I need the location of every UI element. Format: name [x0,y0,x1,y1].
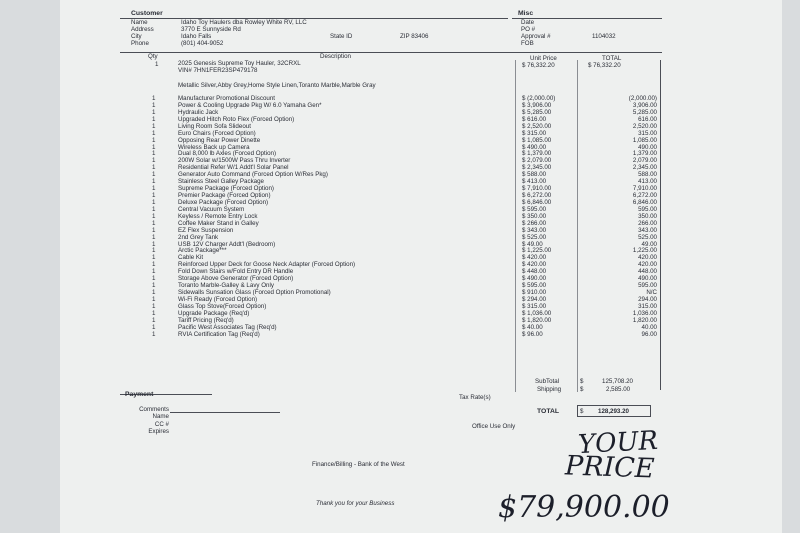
line-item-total: 448.00 [638,268,657,276]
misc-label-1: PO # [521,26,536,33]
misc-label-0: Date [521,19,535,26]
line-item-qty: 1 [152,309,156,317]
line-item-description: Living Room Sofa Slideout [178,122,251,130]
handwritten-amount: $79,900.00 [498,490,670,525]
line-item-description: Residential Refer W/1 Addt'l Solar Panel [178,164,289,172]
line-item-total: 413.00 [638,178,657,186]
misc-heading: Misc [518,10,534,17]
line-item-qty: 1 [152,95,156,102]
line-item-description: USB 12V Charger Addt'l (Bedroom) [178,240,276,248]
unit-price-header: Unit Price [530,55,557,62]
line-item-qty: 1 [152,233,156,241]
line-item-qty: 1 [152,205,156,213]
customer-label-2: City [131,33,142,40]
total-value: 128,293.20 [598,408,629,415]
line-item-qty: 1 [152,108,156,116]
total-currency: $ [580,408,584,415]
line-item-description: EZ Flex Suspension [178,226,234,234]
line-item-description: Hydraulic Jack [178,108,219,116]
subtotal-value: 125,708.20 [602,378,633,385]
line-item-total: 490.00 [638,143,657,151]
approval-value: 1104032 [592,33,616,40]
line-item-qty: 1 [152,178,156,186]
line-item-description: Wi-Fi Ready (Forced Option) [178,295,258,303]
line-item-unit-price: $ 2,520.00 [522,122,552,130]
line-item-total: 294.00 [638,295,657,303]
line-item-description: Coffee Maker Stand in Galley [178,219,259,227]
line-item-unit-price: $ 1,379.00 [522,150,552,158]
line-item-description: Generator Auto Command (Forced Option W/Res Pkg) [178,171,328,179]
vehicle-unit-price: $ 76,332.20 [522,62,555,69]
line-item-unit-price: $ 294.00 [522,295,547,303]
line-item-description: Reinforced Upper Deck for Goose Neck Adapter (Forced Option) [178,261,356,269]
line-item-description: Fold Down Stairs w/Fold Entry DR Handle [178,268,294,276]
line-item-description: Central Vacuum System [178,205,245,213]
vehicle-total: $ 76,332.20 [588,62,621,69]
line-item-unit-price: $ (2,000.00) [522,95,556,102]
office-use-label: Office Use Only [472,423,516,430]
line-item-description: Keyless / Remote Entry Lock [178,212,258,220]
line-item-description: Upgrade Package (Req'd) [178,309,250,317]
line-item-description: Stainless Steel Galley Package [178,178,264,186]
line-item-description: Dual 8,000 lb Axles (Forced Option) [178,150,277,158]
tax-rate-label: Tax Rate(s) [459,394,491,401]
line-item-total: 1,820.00 [632,316,657,324]
line-item-unit-price: $ 525.00 [522,233,547,241]
line-item-total: 595.00 [638,205,657,213]
line-item-description: Glass Top Stove(Forced Option) [178,302,267,310]
vehicle-line1: 2025 Genesis Supreme Toy Hauler, 32CRXL [178,60,301,67]
line-item-qty: 1 [152,192,156,200]
line-item-total: 1,225.00 [632,247,657,255]
line-item-description: Deluxe Package (Forced Option) [178,198,269,206]
line-item-total: 96.00 [641,330,657,338]
line-item-qty: 1 [152,316,156,324]
line-item-qty: 1 [152,226,156,234]
line-item-qty: 1 [152,295,156,303]
line-item-unit-price: $ 420.00 [522,254,547,262]
line-item-unit-price: $ 96.00 [522,330,543,338]
line-item-description: 2nd Grey Tank [178,233,219,241]
line-item-total: 420.00 [638,254,657,262]
line-item-unit-price: $ 1,820.00 [522,316,552,324]
customer-zip-label: ZIP 83406 [400,33,429,40]
line-item-description: Manufacturer Promotional Discount [178,95,275,102]
line-item-total: 7,910.00 [632,185,657,193]
customer-city: Idaho Falls [181,33,212,40]
line-item-row [0,331,800,338]
customer-label-3: Phone [131,40,149,47]
line-item-description: Toranto Marble-Galley & Lavy Only [178,282,274,290]
line-item-unit-price: $ 595.00 [522,282,547,290]
line-item-description: Euro Chairs (Forced Option) [178,129,256,137]
thank-you-note: Thank you for your Business [316,500,395,507]
line-item-unit-price: $ 616.00 [522,115,547,123]
payment-label-1: Name [152,413,169,421]
line-item-qty: 1 [152,101,156,109]
line-item-total: 490.00 [638,275,657,283]
misc-rule [512,18,662,19]
description-header: Description [320,53,351,60]
line-item-qty: 1 [152,302,156,310]
payment-label-3: Expires [148,427,169,435]
line-item-description: 200W Solar w/1500W Pass Thru Inverter [178,157,291,165]
line-item-total: 1,036.00 [632,309,657,317]
line-item-total: 350.00 [638,212,657,220]
line-item-qty: 1 [152,115,156,123]
shipping-value: 2,585.00 [606,386,631,393]
line-item-unit-price: $ 2,345.00 [522,164,552,172]
line-item-description: Premier Package (Forced Option) [178,192,271,200]
line-item-qty: 1 [152,212,156,220]
line-item-total: 616.00 [638,115,657,123]
line-item-total: 6,272.00 [632,192,657,200]
line-item-qty: 1 [152,275,156,283]
line-item-description: Tariff Pricing (Req'd) [178,316,234,324]
total-label: TOTAL [537,408,560,415]
customer-address: 3770 E Sunnyside Rd [181,26,241,33]
customer-name: Idaho Toy Haulers dba Rowley White RV, LLC [181,19,307,26]
line-item-unit-price: $ 49.00 [522,240,543,248]
line-item-qty: 1 [152,330,156,338]
line-item-unit-price: $ 266.00 [522,219,547,227]
line-item-total: 3,906.00 [632,101,657,109]
misc-label-2: Approval # [521,33,551,40]
vehicle-vin: VIN# 7HN1FER23SP479178 [178,67,258,74]
subtotal-currency: $ [580,378,584,385]
line-item-qty: 1 [152,323,156,331]
customer-label-1: Address [131,26,154,33]
line-item-qty: 1 [152,122,156,130]
line-item-unit-price: $ 1,036.00 [522,309,552,317]
line-item-total: 315.00 [638,129,657,137]
payment-heading: Payment [125,391,154,398]
line-item-description: Storage Above Generator (Forced Option) [178,275,294,283]
shipping-label: Shipping [537,386,562,393]
line-item-description: Cable Kit [178,254,204,262]
line-item-unit-price: $ 448.00 [522,268,547,276]
handwritten-price: PRICE [564,450,656,485]
customer-phone: (801) 404-9052 [181,40,224,47]
line-item-description: Arctic Package*** [178,247,227,255]
line-item-total: 315.00 [638,302,657,310]
handwritten-your: YOUR [577,425,659,461]
line-item-unit-price: $ 40.00 [522,323,543,331]
total-header: TOTAL [602,55,622,62]
line-item-qty: 1 [152,289,156,297]
line-item-unit-price: $ 1,085.00 [522,136,552,144]
line-item-description: Supreme Package (Forced Option) [178,185,274,193]
line-item-qty: 1 [152,157,156,165]
line-item-qty: 1 [152,136,156,144]
line-item-unit-price: $ 343.00 [522,226,547,234]
customer-label-0: Name [131,19,148,26]
line-item-description: Opposing Rear Power Dinette [178,136,261,144]
line-item-description: Pacific West Associates Tag (Req'd) [178,323,277,331]
misc-label-3: FOB [521,40,534,47]
line-item-unit-price: $ 420.00 [522,261,547,269]
line-item-qty: 1 [152,219,156,227]
line-item-total: 2,345.00 [632,164,657,172]
line-item-unit-price: $ 595.00 [522,205,547,213]
payment-label-2: CC # [154,420,169,428]
customer-heading: Customer [131,10,163,17]
line-item-unit-price: $ 6,272.00 [522,192,552,200]
line-item-qty: 1 [152,282,156,290]
payment-label-0: Comments [139,406,169,413]
line-item-qty: 1 [152,268,156,276]
qty-header: Qty [148,53,158,60]
line-item-qty: 1 [152,240,156,248]
line-item-total: 5,285.00 [632,108,657,116]
subtotal-label: SubTotal [535,378,560,385]
customer-state-label: State ID [330,33,353,40]
shipping-currency: $ [580,386,584,393]
line-item-qty: 1 [152,185,156,193]
table-top-rule [120,52,662,53]
line-item-qty: 1 [152,143,156,151]
line-item-total: (2,000.00) [628,95,657,102]
customer-rule [120,18,508,19]
line-item-qty: 1 [152,171,156,179]
line-item-qty: 1 [152,261,156,269]
line-item-total: 420.00 [638,261,657,269]
vehicle-qty: 1 [155,61,159,68]
line-item-description: Upgraded Hitch Roto Flex (Forced Option) [178,115,295,123]
line-item-total: 343.00 [638,226,657,234]
line-item-total: 2,520.00 [632,122,657,130]
line-item-qty: 1 [152,254,156,262]
line-item-total: 1,379.00 [632,150,657,158]
line-item-total: 525.00 [638,233,657,241]
line-item-description: Wireless Back up Camera [178,143,250,151]
line-item-qty: 1 [152,164,156,172]
line-item-qty: 1 [152,150,156,158]
line-item-unit-price: $ 315.00 [522,129,547,137]
line-item-description: Sidewalls Sunsation Glass (Forced Option Promotional) [178,289,331,297]
line-item-description: RVIA Certification Tag (Req'd) [178,330,260,338]
line-item-unit-price: $ 1,225.00 [522,247,552,255]
line-item-unit-price: $ 413.00 [522,178,547,186]
line-item-unit-price: $ 7,910.00 [522,185,552,193]
line-item-unit-price: $ 2,079.00 [522,157,552,165]
line-item-total: 595.00 [638,282,657,290]
line-item-unit-price: $ 588.00 [522,171,547,179]
line-item-unit-price: $ 6,846.00 [522,198,552,206]
line-item-total: N/C [646,289,657,297]
line-item-total: 266.00 [638,219,657,227]
line-item-total: 588.00 [638,171,657,179]
line-item-unit-price: $ 490.00 [522,275,547,283]
line-item-unit-price: $ 490.00 [522,143,547,151]
line-item-total: 2,079.00 [632,157,657,165]
line-item-unit-price: $ 350.00 [522,212,547,220]
line-item-unit-price: $ 910.00 [522,289,547,297]
line-item-qty: 1 [152,247,156,255]
line-item-unit-price: $ 3,906.00 [522,101,552,109]
line-item-qty: 1 [152,198,156,206]
line-item-total: 1,085.00 [632,136,657,144]
line-item-unit-price: $ 5,285.00 [522,108,552,116]
line-item-total: 49.00 [641,240,657,248]
comments-line [170,412,280,413]
finance-billing: Finance/Billing - Bank of the West [312,461,405,468]
line-item-description: Power & Cooling Upgrade Pkg W/ 6.0 Yamaha Gen* [178,101,322,109]
vehicle-colors: Metallic Silver,Abby Grey,Home Style Linen,Toranto Marble,Marble Gray [178,82,376,89]
line-item-unit-price: $ 315.00 [522,302,547,310]
line-item-qty: 1 [152,129,156,137]
line-item-total: 40.00 [641,323,657,331]
line-item-total: 6,846.00 [632,198,657,206]
